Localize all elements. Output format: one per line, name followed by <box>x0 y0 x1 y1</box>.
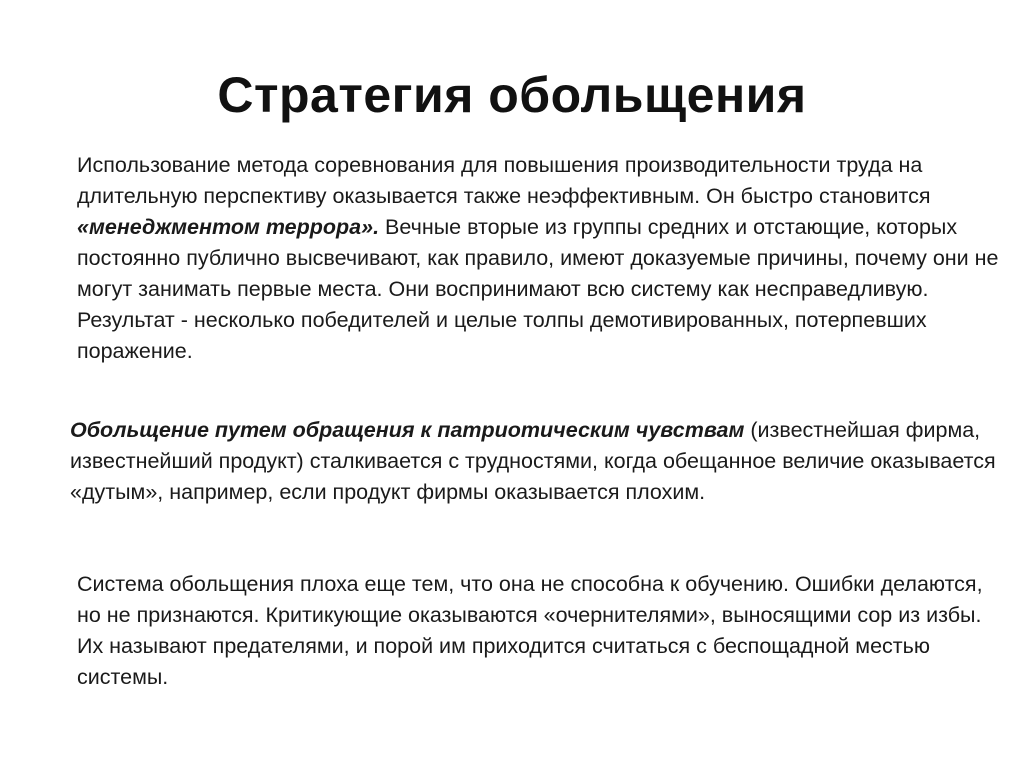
paragraph-competition-text-start: Использование метода соревнования для повышения производительности труда на длительную перспективу оказывается также неэффективным. Он быстро становится <box>77 153 931 208</box>
paragraph-competition <box>77 150 1002 367</box>
slide-title: Стратегия обольщения <box>217 67 807 123</box>
paragraph-competition-emphasis: «менеджментом террора». <box>77 215 380 239</box>
paragraph-learning: Система обольщения плоха еще тем, что она не способна к обучению. Ошибки делаются, но не признаются. Критикующие оказываются «очернителями», выносящими сор из избы. Их называют предателями, и порой им приходится считаться с беспощадной местью системы. <box>77 572 983 689</box>
paragraph-patriotism-emphasis: Обольщение путем обращения к патриотическим чувствам <box>70 418 745 442</box>
paragraph-patriotism <box>70 415 1010 508</box>
paragraph-patriotism-text: (известнейшая фирма, известнейший продукт) сталкивается с трудностями, когда обещанное величие оказывается «дутым», например, если продукт фирмы оказывается плохим. <box>70 418 996 504</box>
paragraph-competition-text-end: Вечные вторые из группы средних и отстающие, которых постоянно публично высвечивают, как правило, имеют доказуемые причины, почему они не могут занимать первые места. Они воспринимают всю систему как несправедливую. Результат - несколько победителей и целые толпы демотивированных, потерпевших поражение. <box>77 215 999 363</box>
